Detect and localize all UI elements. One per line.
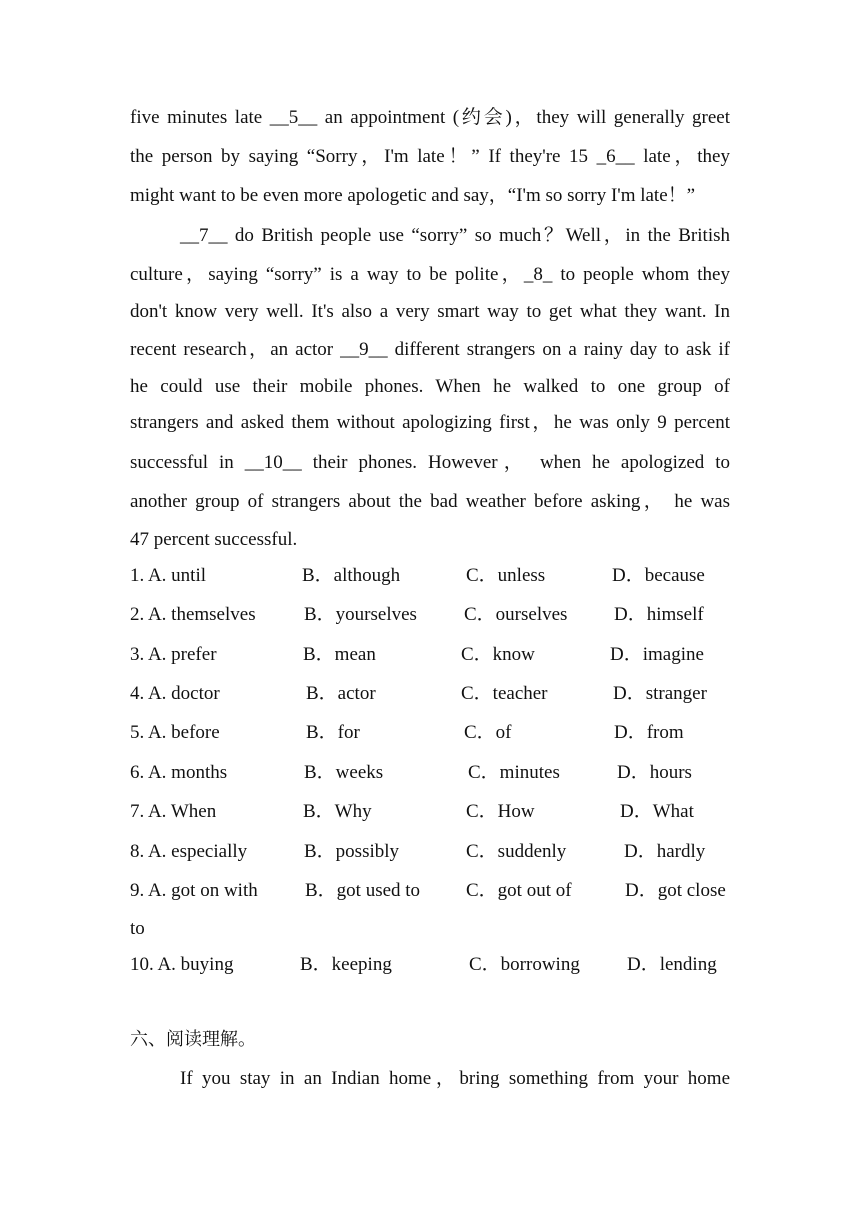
- question-row-2: [130, 603, 740, 627]
- question-row-4: [130, 682, 740, 706]
- question-9-wrap: [130, 917, 740, 941]
- question-8-option-c: C．suddenly: [466, 841, 567, 862]
- question-4-option-c: C．teacher: [461, 683, 548, 704]
- passage-line-6: don't know very well. It's also a very smart way to get what they want. In: [130, 301, 730, 322]
- question-9-option-c: C．got out of: [466, 880, 572, 901]
- question-3-option-a: 3. A. prefer: [130, 644, 217, 665]
- question-2-option-d: D．himself: [614, 604, 704, 625]
- question-9-option-a: 9. A. got on with: [130, 880, 258, 901]
- question-8-option-d: D．hardly: [624, 841, 706, 862]
- question-4-option-a: 4. A. doctor: [130, 683, 220, 704]
- passage-line-10: successful in __10__ their phones. However， when he apologized to: [130, 452, 730, 473]
- question-2-option-c: C．ourselves: [464, 604, 568, 625]
- question-5-option-a: 5. A. before: [130, 722, 220, 743]
- question-row-6: [130, 761, 740, 785]
- question-4-option-d: D．stranger: [613, 683, 707, 704]
- question-6-option-d: D．hours: [617, 762, 692, 783]
- question-8-option-a: 8. A. especially: [130, 841, 248, 862]
- section-heading: 六、阅读理解。: [130, 1029, 256, 1050]
- question-7-option-d: D．What: [620, 801, 694, 822]
- passage-line-4: __7__ do British people use “sorry” so much？Well，in the British: [180, 225, 730, 246]
- passage-line-1: five minutes late __5__ an appointment (约会)，they will generally greet: [130, 107, 730, 128]
- question-row-3: [130, 643, 740, 667]
- question-3-option-c: C．know: [461, 644, 535, 665]
- question-1-option-c: C．unless: [466, 565, 546, 586]
- question-row-5: [130, 721, 740, 745]
- question-3-option-b: B．mean: [303, 644, 376, 665]
- question-5-option-c: C．of: [464, 722, 512, 743]
- question-1-option-d: D．because: [612, 565, 705, 586]
- passage-line-7: recent research，an actor __9__ different strangers on a rainy day to ask if: [130, 339, 730, 360]
- passage-line-12: 47 percent successful.: [130, 529, 298, 550]
- question-8-option-b: B．possibly: [304, 841, 400, 862]
- question-1-option-a: 1. A. until: [130, 565, 207, 586]
- question-6-option-b: B．weeks: [304, 762, 384, 783]
- section-first-line: If you stay in an Indian home，bring something from your home: [180, 1068, 730, 1089]
- question-9-option-d: D．got close: [625, 880, 726, 901]
- question-row-9: [130, 879, 740, 903]
- question-1-option-b: B．although: [302, 565, 401, 586]
- question-6-option-c: C．minutes: [468, 762, 560, 783]
- passage-line-5: culture，saying “sorry” is a way to be polite，_8_ to people whom they: [130, 264, 730, 285]
- passage-line-9: strangers and asked them without apologizing first，he was only 9 percent: [130, 412, 730, 433]
- question-row-10: [130, 953, 740, 977]
- question-7-option-a: 7. A. When: [130, 801, 217, 822]
- question-5-option-d: D．from: [614, 722, 684, 743]
- question-9-option-b: B．got used to: [305, 880, 421, 901]
- question-5-option-b: B．for: [306, 722, 360, 743]
- question-10-option-b: B．keeping: [300, 954, 392, 975]
- question-row-1: [130, 564, 740, 588]
- question-3-option-d: D．imagine: [610, 644, 704, 665]
- question-10-option-a: 10. A. buying: [130, 954, 234, 975]
- passage-line-8: he could use their mobile phones. When he walked to one group of: [130, 376, 730, 397]
- question-7-option-b: B．Why: [303, 801, 372, 822]
- question-4-option-b: B．actor: [306, 683, 376, 704]
- question-10-option-c: C．borrowing: [469, 954, 580, 975]
- question-row-8: [130, 840, 740, 864]
- passage-line-2: the person by saying “Sorry，I'm late！” If they're 15 _6__ late，they: [130, 146, 730, 167]
- passage-line-11: another group of strangers about the bad weather before asking， he was: [130, 491, 730, 512]
- question-10-option-d: D．lending: [627, 954, 717, 975]
- passage-line-3: might want to be even more apologetic and say，“I'm so sorry I'm late！”: [130, 185, 696, 206]
- question-row-7: [130, 800, 740, 824]
- question-9-wrap-text: to: [130, 918, 145, 939]
- question-6-option-a: 6. A. months: [130, 762, 228, 783]
- question-2-option-a: 2. A. themselves: [130, 604, 256, 625]
- question-2-option-b: B．yourselves: [304, 604, 417, 625]
- question-7-option-c: C．How: [466, 801, 535, 822]
